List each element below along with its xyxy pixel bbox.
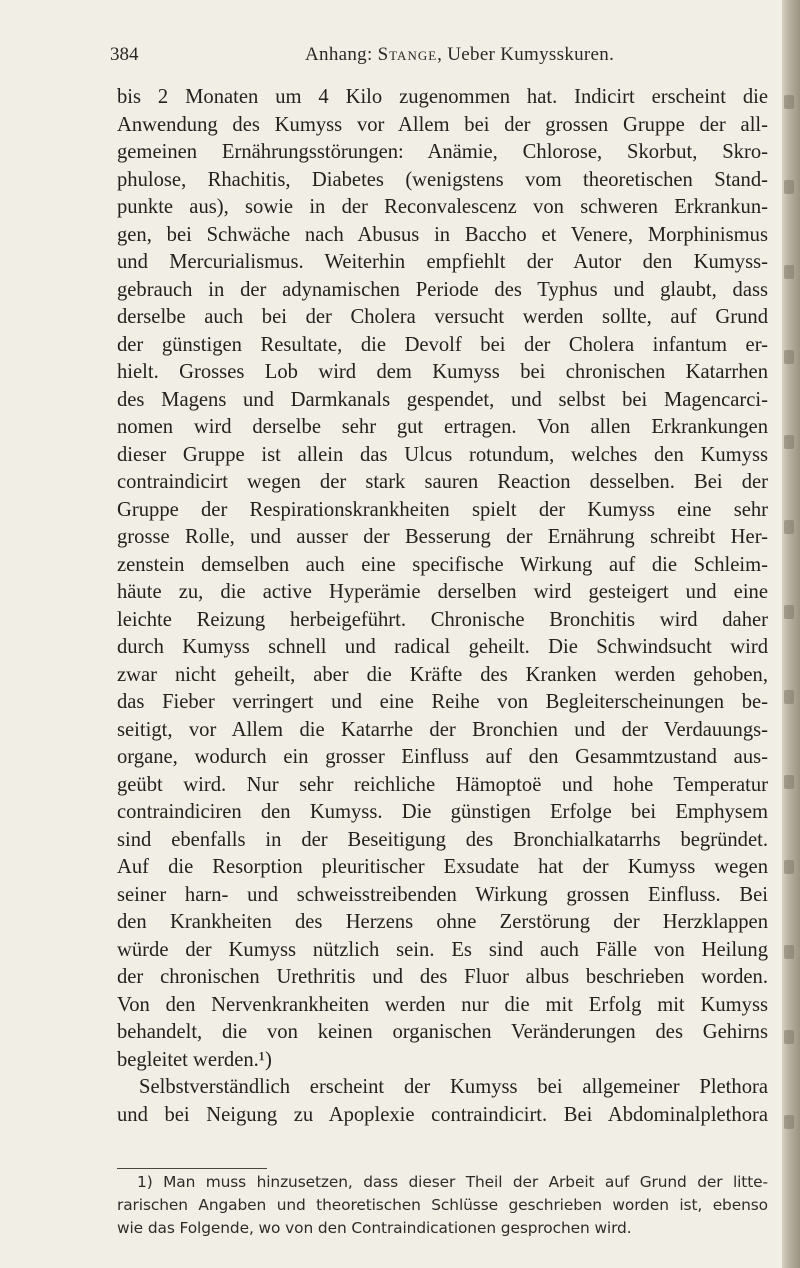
body-line: seiner harn- und schweisstreibenden Wirkung grossen Einfluss. Bei — [117, 883, 768, 906]
footnote-line: rarischen Angaben und theoretischen Schlüsse geschrieben worden ist, ebenso — [117, 1196, 768, 1214]
body-line: gebrauch in der adynamischen Periode des Typhus und glaubt, dass — [117, 278, 768, 301]
body-line: geübt wird. Nur sehr reichliche Hämoptoë und hohe Temperatur — [117, 773, 768, 796]
edge-mark — [784, 1115, 794, 1129]
body-line: behandelt, die von keinen organischen Veränderungen des Gehirns — [117, 1021, 768, 1043]
body-line: hielt. Grosses Lob wird dem Kumyss bei chronischen Katarrhen — [117, 361, 768, 383]
body-line: zwar nicht geheilt, aber die Kräfte des Kranken werden gehoben, — [117, 663, 768, 686]
edge-mark — [784, 350, 794, 364]
body-line: sind ebenfalls in der Beseitigung des Bronchialkatarrhs begründet. — [117, 828, 768, 851]
footnote-rule — [117, 1168, 267, 1169]
body-line: leichte Reizung herbeigeführt. Chronische Bronchitis wird daher — [117, 608, 768, 631]
footnote-line: wie das Folgende, wo von den Contraindicationen gesprochen wird. — [117, 1219, 632, 1237]
body-line: würde der Kumyss nützlich sein. Es sind auch Fälle von Heilung — [117, 938, 768, 961]
running-title — [305, 44, 614, 66]
body-text — [117, 84, 768, 1129]
body-line: zenstein demselben auch eine specifische Wirkung auf die Schleim- — [117, 553, 768, 576]
running-header — [110, 44, 770, 70]
edge-mark — [784, 180, 794, 194]
edge-mark — [784, 95, 794, 109]
body-line: gen, bei Schwäche nach Abusus in Baccho et Venere, Morphinismus — [117, 223, 768, 246]
edge-mark — [784, 435, 794, 449]
body-line: das Fieber verringert und eine Reihe von Begleiterscheinungen be- — [117, 691, 768, 713]
body-line: Von den Nervenkrankheiten werden nur die mit Erfolg mit Kumyss — [117, 993, 768, 1016]
body-line: contraindiciren den Kumyss. Die günstigen Erfolge bei Emphysem — [117, 801, 768, 823]
edge-mark — [784, 775, 794, 789]
body-line: und Mercurialismus. Weiterhin empfiehlt der Autor den Kumyss- — [117, 251, 768, 273]
page-number: 384 — [110, 44, 139, 65]
body-line: derselbe auch bei der Cholera versucht werden sollte, auf Grund — [117, 306, 768, 328]
body-line: nomen wird derselbe sehr gut ertragen. Von allen Erkrankungen — [117, 416, 768, 438]
footnote — [117, 1171, 768, 1240]
body-line: des Magens und Darmkanals gespendet, und selbst bei Magencarci- — [117, 388, 768, 411]
body-line: contraindicirt wegen der stark sauren Reaction desselben. Bei der — [117, 471, 768, 493]
body-line: grosse Rolle, und ausser der Besserung der Ernährung schreibt Her- — [117, 526, 768, 548]
body-line: den Krankheiten des Herzens ohne Zerstörung der Herzklappen — [117, 911, 768, 933]
edge-mark — [784, 945, 794, 959]
edge-mark — [784, 605, 794, 619]
footnote-line: 1) Man muss hinzusetzen, dass dieser Theil der Arbeit auf Grund der litte- — [137, 1173, 768, 1191]
body-line: Auf die Resorption pleuritischer Exsudate hat der Kumyss wegen — [117, 856, 768, 878]
body-line: Gruppe der Respirationskrankheiten spielt der Kumyss eine sehr — [117, 498, 768, 521]
body-line: Anwendung des Kumyss vor Allem bei der grossen Gruppe der all- — [117, 113, 768, 136]
body-line: punkte aus), sowie in der Reconvalescenz von schweren Erkrankun- — [117, 196, 768, 218]
edge-mark — [784, 860, 794, 874]
edge-mark — [784, 520, 794, 534]
body-line: dieser Gruppe ist allein das Ulcus rotundum, welches den Kumyss — [117, 443, 768, 466]
edge-mark — [784, 1030, 794, 1044]
running-title-rest: , Ueber Kumysskuren. — [437, 44, 615, 65]
body-line: seitigt, vor Allem die Katarrhe der Bronchien und der Verdauungs- — [117, 718, 768, 741]
body-line: Selbstverständlich erscheint der Kumyss bei allgemeiner Plethora — [139, 1076, 768, 1098]
body-line: und bei Neigung zu Apoplexie contraindicirt. Bei Abdominalplethora — [117, 1103, 768, 1126]
body-line: begleitet werden.¹) — [117, 1048, 272, 1071]
body-line: organe, wodurch ein grosser Einfluss auf den Gesammtzustand aus- — [117, 746, 768, 768]
edge-mark — [784, 690, 794, 704]
body-line: durch Kumyss schnell und radical geheilt. Die Schwindsucht wird — [117, 636, 768, 658]
body-line: der chronischen Urethritis und des Fluor albus beschrieben worden. — [117, 966, 768, 988]
running-title-prefix: Anhang: — [305, 44, 378, 65]
body-line: häute zu, die active Hyperämie derselben wird gesteigert und eine — [117, 581, 768, 603]
body-line: bis 2 Monaten um 4 Kilo zugenommen hat. Indicirt erscheint die — [117, 86, 768, 108]
body-line: gemeinen Ernährungsstörungen: Anämie, Chlorose, Skorbut, Skro- — [117, 141, 768, 163]
body-line: phulose, Rhachitis, Diabetes (wenigstens vom theoretischen Stand- — [117, 168, 768, 191]
running-title-author: Stange — [377, 44, 438, 65]
edge-mark — [784, 265, 794, 279]
body-line: der günstigen Resultate, die Devolf bei der Cholera infantum er- — [117, 333, 768, 356]
